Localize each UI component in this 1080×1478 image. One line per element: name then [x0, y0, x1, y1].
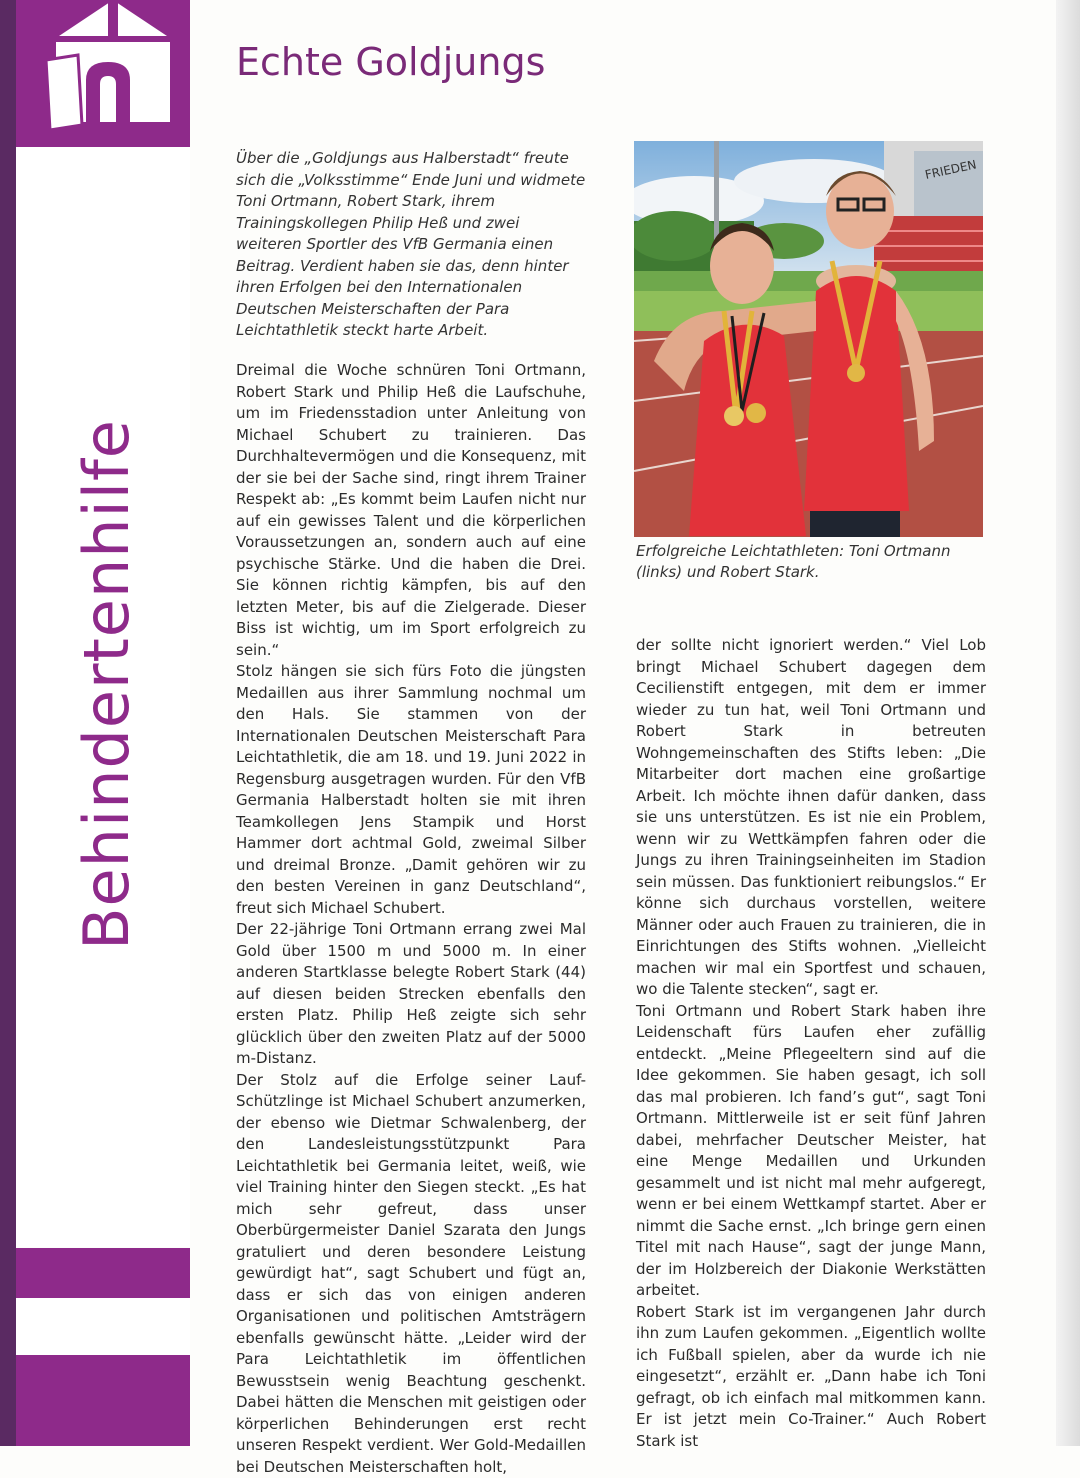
section-label: Behindertenhilfe — [70, 419, 143, 950]
paragraph: Toni Ortmann und Robert Stark haben ihre Leidenschaft fürs Laufen eher zufällig entdeckt. „Meine Pflegeeltern sind auf die Idee gekommen. Sie haben gesagt, ich soll das mal probieren. Ich fand’s gut“, sagt Toni Ortmann. Mittlerweile ist er seit fünf Jahren dabei, mehrfacher Deutscher Meister, hat eine Menge Medaillen und Urkunden gesammelt und ist nicht mal mehr aufgeregt, wenn er bei einem Wettkampf startet. Aber er nimmt die Sache ernst. „Ich bringe gern einen Titel mit nach Hause“, sagt der junge Mann, der im Holzbereich der Diakonie Werkstätten arbeitet. — [636, 1001, 986, 1302]
paragraph: Der Stolz auf die Erfolge seiner Lauf-Schützlinge ist Michael Schubert anzumerken, der ebenso wie Dietmar Schwalenberg, der den Landesleistungsstützpunkt Para Leichtathletik bei Germania leitet, weiß, wie viel Training hinter den Siegen steckt. „Es hat mich sehr gefreut, dass unser Oberbürgermeister Daniel Szarata den Jungs gratuliert und deren besondere Leistung gewürdigt hat“, sagt Schubert und fügt an, dass er sich das von einigen anderen Organisationen und politischen Amtsträgern ebenfalls gewünscht hätte. „Leider wird der Para Leichtathletik im öffentlichen Bewusstsein wenig Beachtung geschenkt. Dabei hätten die Menschen mit geistigen oder körperlichen Behinderungen erst recht unseren Respekt verdient. Wer Gold-Medaillen bei Deutschen Meisterschaften holt, — [236, 1070, 586, 1478]
paragraph: Der 22-jährige Toni Ortmann errang zwei Mal Gold über 1500 m und 5000 m. In einer anderen Startklasse belegte Robert Stark (44) auf diesen beiden Strecken ebenfalls den ersten Platz. Philip Heß zeigte sich sehr glücklich über den zweiten Platz auf der 5000 m-Distanz. — [236, 919, 586, 1070]
article-intro: Über die „Goldjungs aus Halberstadt“ freute sich die „Volksstimme“ Ende Juni und widmete Toni Ortmann, Robert Stark, ihrem Trainingskollegen Philip Heß und zwei weiteren Sportler des VfB Germania einen Beitrag. Verdient haben sie das, denn hinter ihren Erfolgen bei den Internationalen Deutschen Meisterschaften der Para Leichtathletik steckt harte Arbeit. — [236, 148, 586, 342]
athletes-photo-illustration — [634, 141, 983, 537]
paragraph: der sollte nicht ignoriert werden.“ Viel Lob bringt Michael Schubert dagegen dem Cecilienstift entgegen, mit dem er immer wieder zu tun hat, weil Toni Ortmann und Robert Stark in betreuten Wohngemeinschaften des Stifts leben: „Die Mitarbeiter dort machen eine großartige Arbeit. Ich möchte ihnen dafür danken, dass sie uns unterstützen. Es ist nie ein Problem, wenn wir zu Wettkämpfen fahren oder die Jungs zu ihren Trainingseinheiten im Stadion sein müssen. Das funktioniert reibungslos.“ Er könne sich durchaus vorstellen, weitere Männer oder auch Frauen zu trainieren, die in Einrichtungen des Stifts wohnen. „Vielleicht machen wir mal ein Sportfest und schauen, wo die Talente stecken“, sagt er. — [636, 635, 986, 1001]
article-column-right — [636, 635, 986, 1452]
paragraph: Robert Stark ist im vergangenen Jahr durch ihn zum Laufen gekommen. „Eigentlich wollte ich Fußball spielen, aber da wurde ich nie eingesetzt“, erzählt er. „Dann habe ich Toni gefragt, ob ich einfach mal mitkommen kann. Er ist jetzt mein Co-Trainer.“ Auch Robert Stark ist — [636, 1302, 986, 1453]
decor-band-bottom — [16, 1355, 190, 1446]
decor-band — [16, 1248, 190, 1298]
church-house-logo-icon — [16, 0, 190, 147]
left-edge-bar — [0, 0, 16, 1446]
section-logo — [16, 0, 190, 147]
article-title: Echte Goldjungs — [236, 40, 545, 84]
stadium-sign: FRIEDEN — [924, 157, 978, 182]
page-edge-shadow — [1056, 0, 1080, 1446]
photo-caption: Erfolgreiche Leichtathleten: Toni Ortmann (links) und Robert Stark. — [636, 541, 986, 583]
decor-gap — [16, 1298, 190, 1355]
paragraph: Dreimal die Woche schnüren Toni Ortmann, Robert Stark und Philip Heß die Laufschuhe, um im Friedensstadion unter Anleitung von Michael Schubert zu trainieren. Das Durchhaltevermögen und die Konsequenz, mit der sie bei der Sache sind, ringt ihrem Trainer Respekt ab: „Es kommt beim Laufen nicht nur auf ein gewisses Talent und die körperlichen Voraussetzungen an, sondern auch auf eine psychische Stärke. Und die haben die Drei. Sie können richtig kämpfen, bis auf den letzten Meter, bis auf die Zielgerade. Dieser Biss ist wichtig, um im Sport erfolgreich zu sein.“ — [236, 360, 586, 661]
paragraph: Stolz hängen sie sich fürs Foto die jüngsten Medaillen aus ihrer Sammlung nochmal um den Hals. Sie stammen von der Internationalen Deutschen Meisterschaft Para Leichtathletik, die am 18. und 19. Juni 2022 in Regensburg ausgetragen wurden. Für den VfB Germania Halberstadt holten sie mit ihren Teamkollegen Jens Stampik und Horst Hammer dort achtmal Gold, zweimal Silber und dreimal Bronze. „Damit gehören wir zu den besten Vereinen in ganz Deutschland“, freut sich Michael Schubert. — [236, 661, 586, 919]
article-photo — [634, 141, 983, 537]
article-column-left — [236, 360, 586, 1478]
